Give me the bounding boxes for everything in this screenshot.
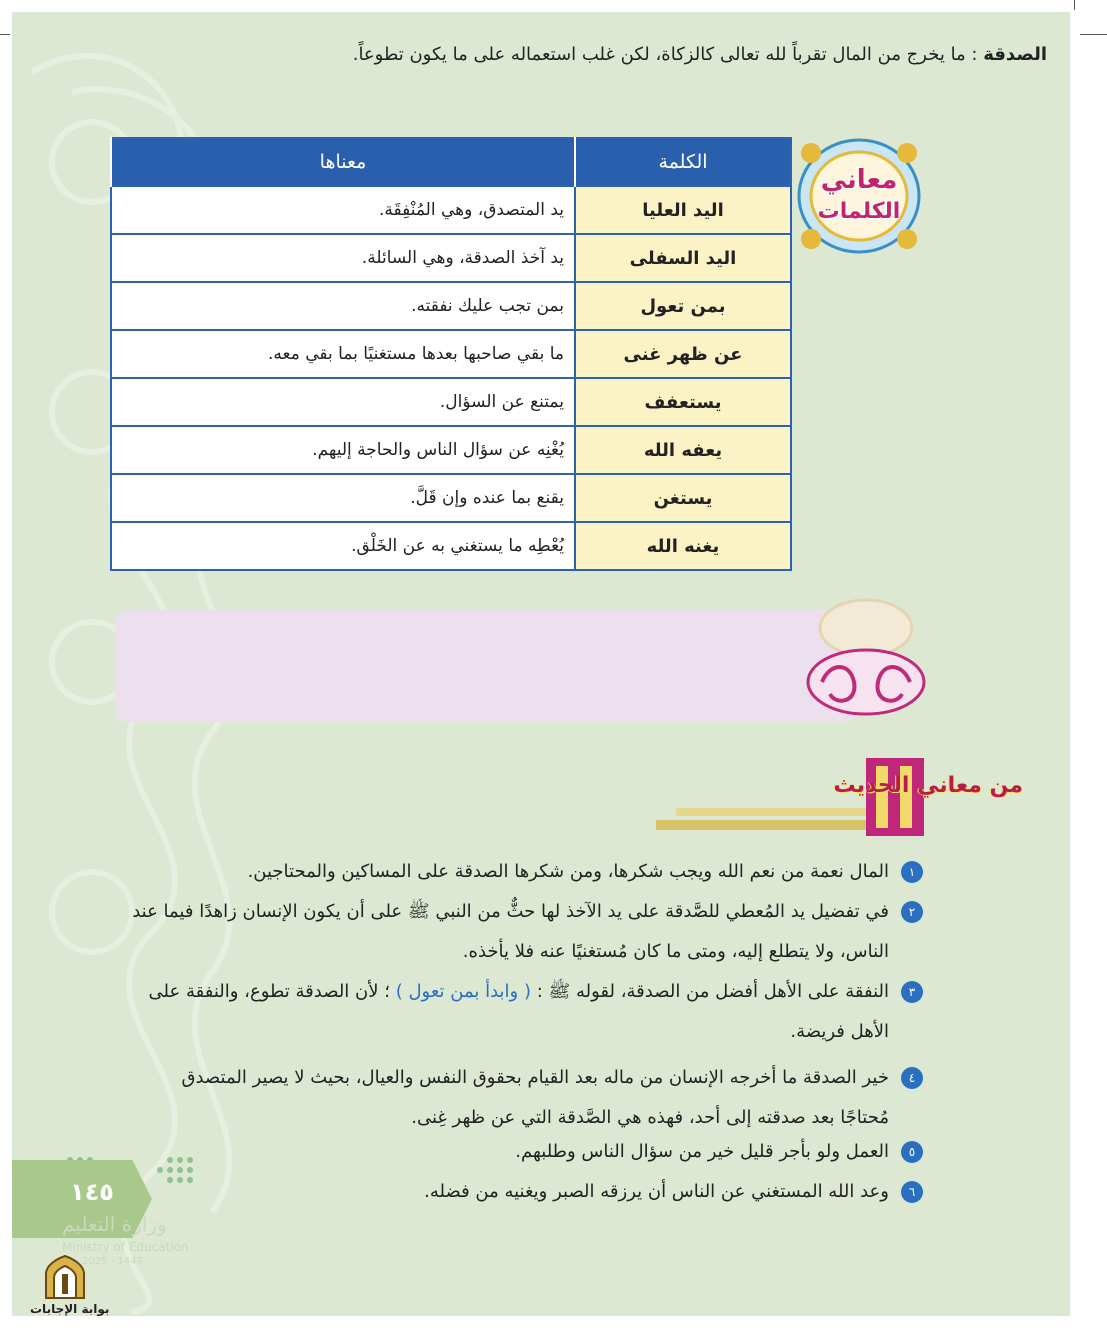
point-text: وعد الله المستغني عن الناس أن يرزقه الصبر ويغنيه من فضله. [424, 1181, 889, 1202]
meaning-cell: يمتنع عن السؤال. [111, 378, 575, 426]
definition-body: : ما يخرج من المال تقرباً لله تعالى كالزكاة، لكن غلب استعماله على ما يكون تطوعاً. [352, 44, 978, 65]
meaning-cell: يقنع بما عنده وإن قَلَّ. [111, 474, 575, 522]
point-text: ؛ لأن الصدقة تطوع، والنفقة على الأهل فريضة. [148, 981, 889, 1042]
table-row [111, 378, 791, 426]
table-row [111, 474, 791, 522]
definition-box [116, 610, 856, 722]
meaning-cell: يد المتصدق، وهي المُنْفِقَة. [111, 186, 575, 234]
meaning-cell: يد آخذ الصدقة، وهي السائلة. [111, 234, 575, 282]
answers-portal-label[interactable]: بوابة الإجابات [30, 1302, 110, 1316]
list-item [129, 892, 916, 972]
word-cell: يستعفف [575, 378, 791, 426]
table-header-row [111, 138, 791, 186]
word-cell: يعفه الله [575, 426, 791, 474]
word-cell: يستغن [575, 474, 791, 522]
table-row [111, 282, 791, 330]
crop-mark [1074, 0, 1075, 10]
table-row [111, 426, 791, 474]
edition-year: 2025 - 1447 [82, 1256, 143, 1267]
point-text: النفقة على الأهل أفضل من الصدقة، لقوله ﷺ : [536, 981, 889, 1002]
word-cell: عن ظهر غنى [575, 330, 791, 378]
list-item [129, 852, 916, 892]
vocabulary-badge [795, 135, 923, 257]
hadith-quote: ( وابدأ بمن تعول ) [395, 981, 531, 1002]
definition-term: الصدقة [983, 44, 1047, 65]
meaning-cell: ما بقي صاحبها بعدها مستغنيًا بما بقي معه. [111, 330, 575, 378]
table-row [111, 330, 791, 378]
section-title: من معاني الحديث [833, 773, 1023, 798]
header-word: الكلمة [575, 138, 791, 186]
definition-text [353, 44, 1047, 65]
point-number: ٣ [901, 981, 923, 1003]
section-header-ornament [656, 758, 926, 840]
word-cell: يغنه الله [575, 522, 791, 570]
point-text: في تفضيل يد المُعطي للصَّدقة على يد الآخذ لها حثٌّ من النبي ﷺ على أن يكون الإنسان زاهدًا فيما عند الناس، ولا يتطلع إليه، ومتى ما كان مُستغنيًا عنه فلا يأخذه. [132, 901, 889, 962]
answers-portal-logo-icon[interactable] [40, 1254, 90, 1300]
ministry-name-en: Ministry of Education [62, 1240, 189, 1254]
point-text: خير الصدقة ما أخرجه الإنسان من ماله بعد القيام بحقوق النفس والعيال، بحيث لا يصير المتصدق مُحتاجًا بعد صدقته إلى أحد، فهذه هي الصَّدقة التي عن ظهر غِنى. [181, 1067, 889, 1128]
vocabulary-badge-line2: الكلمات [817, 199, 901, 224]
point-text: المال نعمة من نعم الله ويجب شكرها، ومن شكرها الصدقة على المساكين والمحتاجين. [247, 861, 889, 882]
list-item [129, 972, 916, 1052]
page-number: ١٤٥ [70, 1178, 114, 1206]
table-row [111, 234, 791, 282]
point-number: ١ [901, 861, 923, 883]
list-item [129, 1172, 916, 1212]
table-row [111, 522, 791, 570]
crop-mark [0, 34, 10, 35]
list-item [129, 1132, 916, 1172]
word-cell: اليد العليا [575, 186, 791, 234]
vocabulary-table [110, 137, 792, 571]
ministry-name-ar: وزارة التعليم [62, 1212, 167, 1236]
meaning-cell: يُغْنِه عن سؤال الناس والحاجة إليهم. [111, 426, 575, 474]
point-text: العمل ولو بأجر قليل خير من سؤال الناس وطلبهم. [515, 1141, 889, 1162]
meaning-cell: يُعْطِه ما يستغني به عن الخَلْق. [111, 522, 575, 570]
definition-ornament [800, 598, 932, 724]
point-number: ٢ [901, 901, 923, 923]
table-row [111, 186, 791, 234]
word-cell: بمن تعول [575, 282, 791, 330]
point-number: ٦ [901, 1181, 923, 1203]
vocabulary-badge-line1: معاني [820, 165, 898, 195]
meaning-cell: بمن تجب عليك نفقته. [111, 282, 575, 330]
list-item [129, 1058, 916, 1138]
point-number: ٥ [901, 1141, 923, 1163]
crop-mark [1080, 34, 1107, 35]
header-meaning: معناها [111, 138, 575, 186]
word-cell: اليد السفلى [575, 234, 791, 282]
point-number: ٤ [901, 1067, 923, 1089]
